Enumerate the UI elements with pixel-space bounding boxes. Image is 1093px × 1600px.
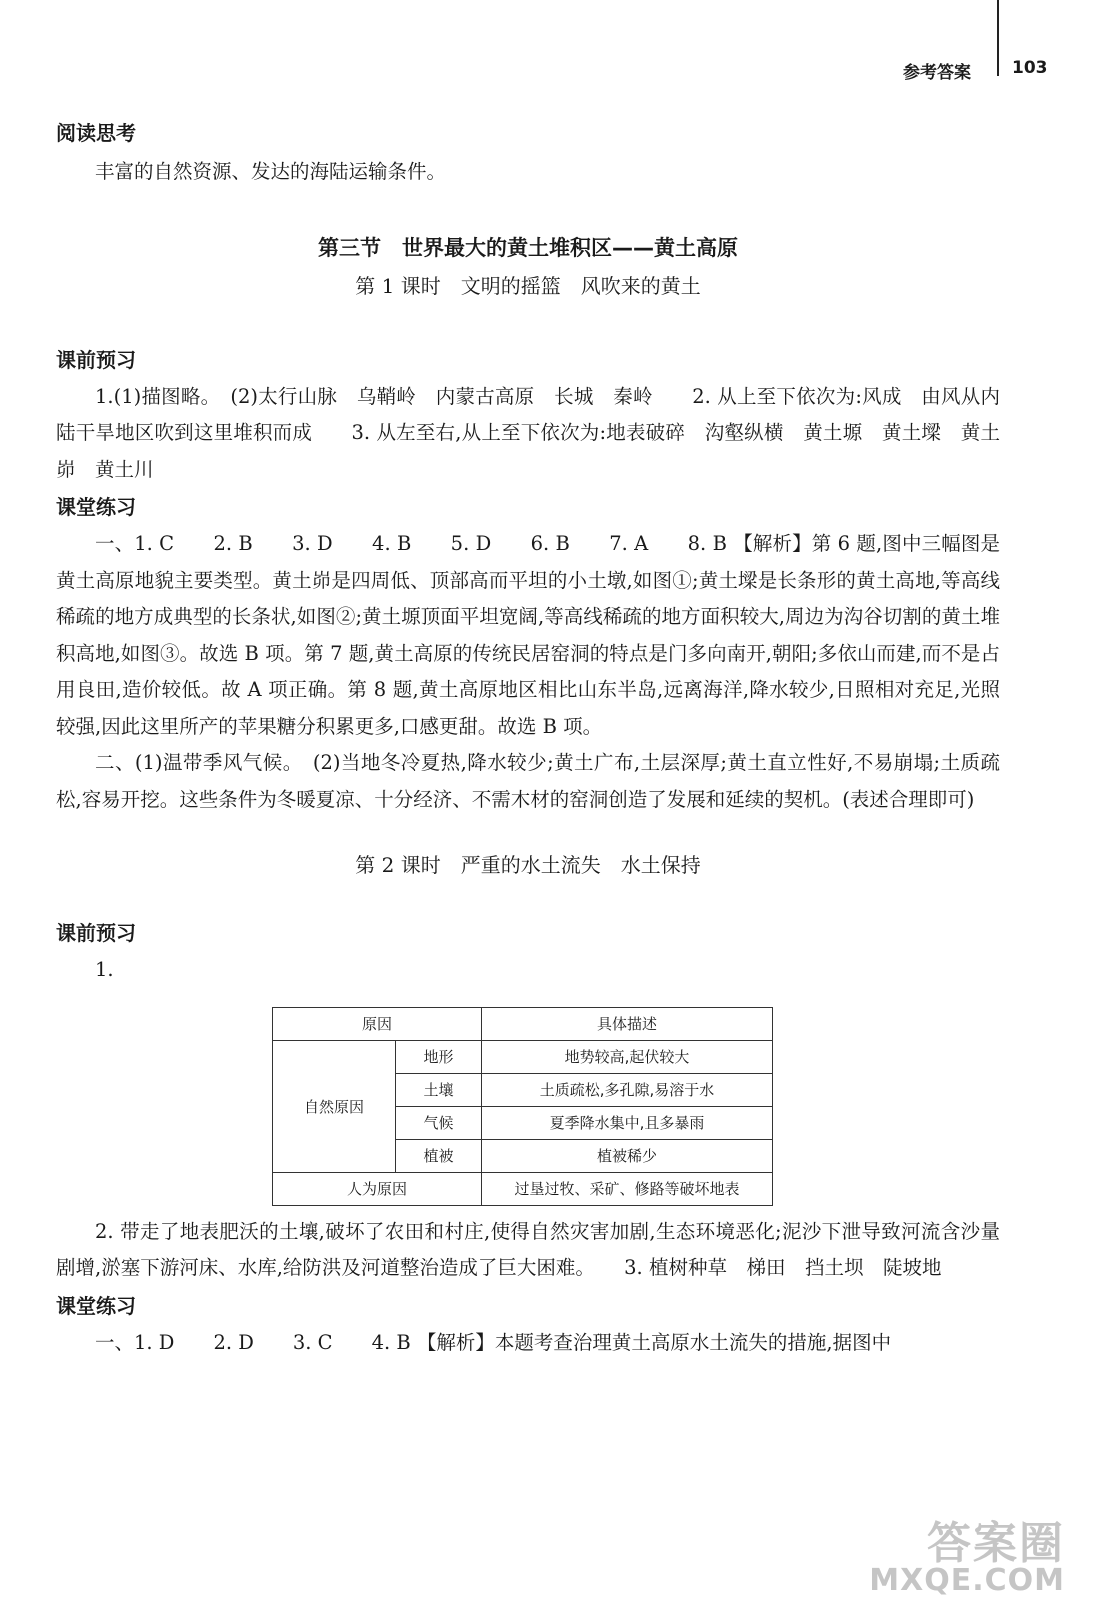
running-header: 参考答案 (903, 63, 971, 83)
watermark-line1: 答案圈 (927, 1518, 1065, 1569)
table-header-cell: 原因 (273, 1007, 482, 1040)
l1-pre-text: 1.(1)描图略。 (2)太行山脉 乌鞘岭 内蒙古高原 长城 秦岭 2. 从上至下依次为:风成 由风从内陆干旱地区吹到这里堆积而成 3. 从左至右,从上至下依次为:地表破碎 沟壑纵横 黄土塬 黄土墚 黄土峁 黄土川 (56, 384, 1000, 481)
reading-heading: 阅读思考 (56, 121, 136, 145)
factor-cell: 植被 (396, 1139, 482, 1172)
page-number: 103 (1012, 58, 1048, 78)
reading-text: 丰富的自然资源、发达的海陆运输条件。 (95, 160, 447, 183)
description-cell: 土质疏松,多孔隙,易溶于水 (482, 1073, 773, 1106)
section-title: 第三节 世界最大的黄土堆积区——黄土高原 (318, 235, 738, 260)
l2-item1: 1. (95, 958, 114, 981)
table-row (273, 1040, 773, 1073)
table-row (273, 1172, 773, 1205)
l1-class-heading: 课堂练习 (56, 495, 136, 519)
factor-cell: 土壤 (396, 1073, 482, 1106)
human-cause-cell: 人为原因 (273, 1172, 482, 1205)
watermark-logo (869, 1518, 1065, 1598)
l1-class-p1: 一、1. C 2. B 3. D 4. B 5. D 6. B 7. A 8. B 【解析】第 6 题,图中三幅图是黄土高原地貌主要类型。黄土峁是四周低、顶部高而平坦的小土墩,如图①;黄土墚是长条形的黄土高地,等高线稀疏的地方成典型的长条状,如图②;黄土塬顶面平坦宽阔,等高线稀疏的地方面积较大,周边为沟谷切割的黄土堆积高地,如图③。故选 B 项。第 7 题,黄土高原的传统民居窑洞的特点是门多向南开,朝阳;多依山而建,而不是占用良田,造价较低。故 A 项正确。第 8 题,黄土高原地区相比山东半岛,远离海洋,降水较少,日照相对充足,光照较强,因此这里所产的苹果糖分积累更多,口感更甜。故选 B 项。 (56, 532, 1000, 738)
description-cell: 夏季降水集中,且多暴雨 (482, 1106, 773, 1139)
l2-pre-heading: 课前预习 (56, 921, 136, 945)
page-content (56, 118, 1000, 1361)
causes-table (272, 1007, 773, 1206)
description-cell: 过垦过牧、采矿、修路等破坏地表 (482, 1172, 773, 1205)
table-header-row (273, 1007, 773, 1040)
lesson1-title: 第 1 课时 文明的摇篮 风吹来的黄土 (355, 273, 701, 298)
factor-cell: 地形 (396, 1040, 482, 1073)
description-cell: 植被稀少 (482, 1139, 773, 1172)
description-cell: 地势较高,起伏较大 (482, 1040, 773, 1073)
l2-class-heading: 课堂练习 (56, 1293, 136, 1318)
l1-pre-heading: 课前预习 (56, 347, 136, 372)
table-header-cell: 具体描述 (482, 1007, 773, 1040)
l1-class-p2: 二、(1)温带季风气候。 (2)当地冬冷夏热,降水较少;黄土广布,土层深厚;黄土直立性好,不易崩塌;土质疏松,容易开挖。这些条件为冬暖夏凉、十分经济、不需木材的窑洞创造了发展和延续的契机。(表述合理即可) (56, 751, 1000, 811)
natural-cause-cell: 自然原因 (273, 1040, 396, 1172)
lesson2-title: 第 2 课时 严重的水土流失 水土保持 (355, 853, 701, 877)
l2-pre-p2: 2. 带走了地表肥沃的土壤,破坏了农田和村庄,使得自然灾害加剧,生态环境恶化;泥沙下泄导致河流含沙量剧增,淤塞下游河床、水库,给防洪及河道整治造成了巨大困难。 3. 植树种草 梯田 挡土坝 陡坡地 (56, 1219, 1000, 1279)
header-rule (997, 0, 999, 76)
factor-cell: 气候 (396, 1106, 482, 1139)
watermark-line2: MXQE.COM (869, 1563, 1065, 1598)
l2-class-p1: 一、1. D 2. D 3. C 4. B 【解析】本题考查治理黄土高原水土流失的措施,据图中 (95, 1330, 892, 1354)
